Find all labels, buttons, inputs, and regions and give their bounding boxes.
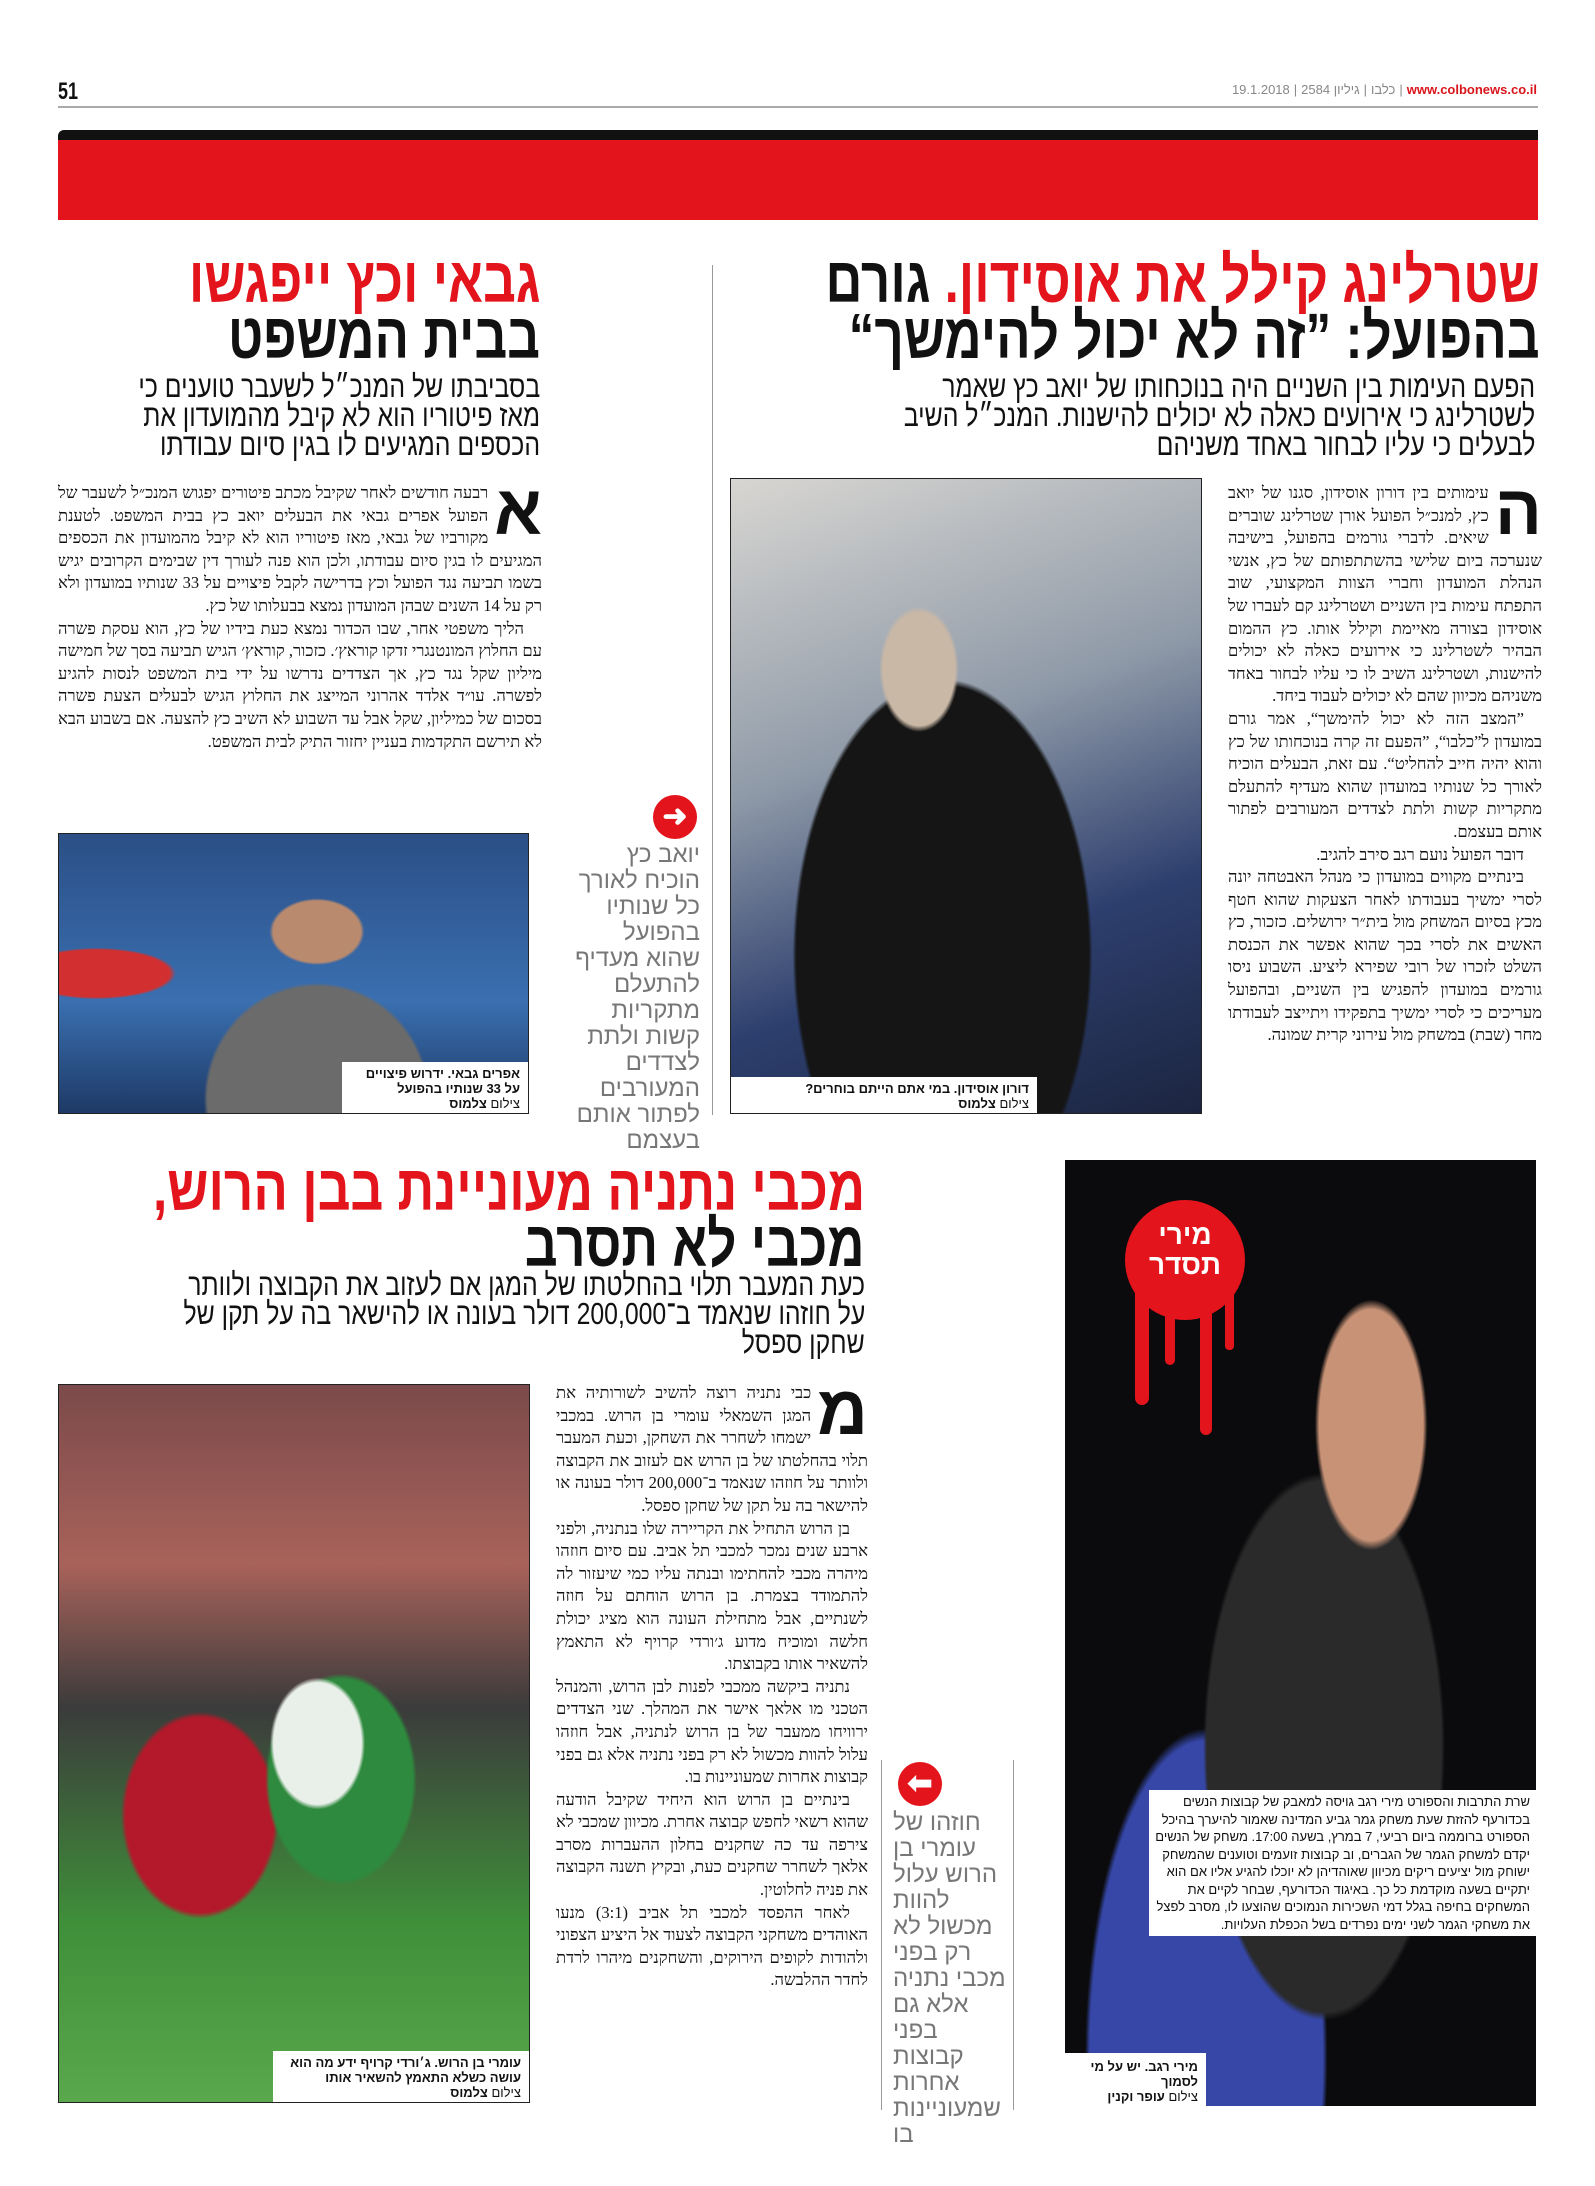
headline-red-part: שטרלינג קילל את אוסידון. — [944, 244, 1540, 316]
photo-caption — [1065, 2053, 1206, 2106]
pull-quote-top: יואב כץ הוכיח לאורך כל שנותיו בהפועל שהוא מעדיף להתעלם מתקריות קשות ולתת לצדדים המעורבים לפתור אותם בעצמם — [575, 841, 700, 1154]
caption-text: אפרים גבאי. ידרוש פיצויים על 33 שנותיו בהפועל — [365, 1066, 520, 1096]
subtitle-line: על חוזהו שנאמד ב־200,000 דולר בעונה או להישאר בה על תקן של — [183, 1296, 865, 1331]
subtitle-line: מאז פיטוריו הוא לא קיבל מהמועדון את — [143, 398, 540, 433]
article-sterling-body — [1228, 471, 1542, 1047]
article-benharush-headline — [45, 1152, 865, 1280]
publication-name: כלבו — [1371, 82, 1396, 97]
credit-name: עופר וקנין — [1107, 2089, 1165, 2104]
column-divider — [1013, 1760, 1014, 2110]
subtitle-line: בסביבתו של המנכ״ל לשעבר טוענים כי — [138, 369, 540, 404]
photo-caption — [342, 1062, 528, 1113]
article-sterling-subtitle — [715, 369, 1535, 462]
subtitle-line: לבעלים כי עליו לבחור באחד משניהם — [1156, 427, 1535, 462]
paragraph: הליך משפטי אחר, שבו הכדור נמצא כעת בידיו של כץ, הוא עסקת פשרה עם החלוץ המונטנגרי זדקו קוראץ׳. כזכור, קוראץ׳ הגיש תביעה בסך של חמישה מיליון שקל נגד כץ, אך הצדדים נדרשו על ידי בית המשפט לנסות להגיע לפשרה. עו״ד אלדד אהרוני המייצג את החלוץ הגיש לבעלים הצעת פשרה בסכום של כמיליון, שקל אבל עד השבוע לא השיב כץ להצעה. אם בשבוע הבא לא תירשם התקדמות בעניין יחזור התיק לבית המשפט. — [58, 618, 542, 751]
caption-text: דורון אוסידון. במי אתם הייתם בוחרים? — [805, 1081, 1029, 1096]
article-gabai-headline — [50, 244, 540, 372]
headline-red-line: מכבי נתניה מעוניינת בבן הרוש, — [152, 1152, 865, 1224]
article-gabai-body — [58, 471, 542, 753]
section-banner — [58, 140, 1538, 220]
subtitle-line: שחקן ספסל — [742, 1325, 865, 1360]
drop-cap: ה — [1494, 471, 1542, 549]
credit-name: צלמוס — [449, 1096, 487, 1111]
paragraph: בן הרוש התחיל את הקריירה שלו בנתניה, ולפני ארבע שנים נמכר למכבי תל אביב. עם סיום חוזהו מיהרה מכבי להחתימו ובנתה עליו כמי שיעזור לה להתמודד בצמרת. בן הרוש הוחתם על חוזה לשנתיים, אבל מתחילת העונה הוא מציג יכולת חלשה ומוכיח מדוע ג׳ורדי קרויף לא התאמץ להשאיר אותו בקבוצתו. — [556, 1518, 868, 1674]
paragraph: ”המצב הזה לא יכול להימשך“, אמר גורם במועדון ל”כלבו“, ”הפעם זה קרה בנוכחותו של כץ והוא יהיה חייב להחליט“. עם זאת, הבעלים הוכיח לאורך כל שנותיו במועדון שהוא מעדיף להתעלם מתקריות קשות ולתת לצדדים המעורבים לפתור אותם בעצמם. — [1228, 708, 1542, 841]
badge-line: מירי — [1158, 1219, 1212, 1250]
separator: | — [1363, 82, 1367, 97]
subtitle-line: הפעם העימות בין השניים היה בנוכחותו של יואב כץ שאמר — [942, 369, 1535, 404]
paragraph: לאחר ההפסד למכבי תל אביב (3:1) מנעו האוהדים משחקני הקבוצה לצעוד אל היציע הצפוני ולהודות לקופים הירוקים, והשחקנים מיהרו לרדת לחדר ההלבשה. — [556, 1902, 868, 1990]
pull-quote-bottom: חוזהו של עומרי בן הרוש עלול להוות מכשול לא רק בפני מכבי נתניה אלא גם בפני קבוצות אחרות שמעוניינות בו — [893, 1809, 1006, 2148]
caption-text: מירי רגב. יש על מי לסמוך — [1090, 2059, 1198, 2089]
headline-black-line: מכבי לא תסרב — [525, 1208, 865, 1280]
photo-caption — [273, 2051, 529, 2102]
article-benharush-body — [556, 1371, 868, 1992]
headline-red-line: גבאי וכץ ייפגשו — [188, 244, 540, 316]
sidebar-text: שרת התרבות והספורט מירי רגב גויסה למאבק של קבוצות הנשים בכדורעף להזזת שעת משחק גמר גביע המדינה שאמור להיערך בהיכל הספורט ברוממה ביום רביעי, 7 במרץ, בשעה 17:00. משחק של הנשים יקדם למשחק הגמר של הגברים, וב קבוצות זועמים וטוענים שהמשחק ישוחק מול יציעים ריקים מכיוון שאוהדיהן לא יוכלו להגיע אליו אם הוא יתקיים בשעה מוקדמת כל כך. באיגוד הכדורעף, שבחר לקיים את המשחקים בחיפה בגלל דמי השכירות הנמוכים שהוצעו לו, מסרב לפצל את משחקי הגמר לשני ימים נפרדים בשל הכפלת העלויות. — [1149, 1790, 1536, 1936]
subtitle-line: לשטרלינג כי אירועים כאלה לא יכולים להישנות. המנכ״ל השיב — [903, 398, 1535, 433]
caption-text: עומרי בן הרוש. ג׳ורדי קרויף ידע מה הוא עושה כשלא התאמץ להשאיר אותו — [290, 2055, 521, 2085]
credit-label: צילום — [1168, 2089, 1198, 2104]
paragraph: עימותים בין דורון אוסידון, סגנו של יואב כץ, למנכ״ל הפועל אורן שטרלינג שוברים שיאים. לדברי גורמים בהפועל, בישיבה שנערכה ביום שלישי בהשתתפותם של כץ, אנשי הנהלת המועדון וחברי הצוות המקצועי, שוב התפתח עימות בין השניים ושטרלינג קם לעברו של אוסידון בצורה מאיימת וקילל אותו. כץ ההמום הבהיר לשטרלינג כי אירועים כאלה לא יכולים להישנות, ושטרלינג השיב לו כי עליו לבחור באחד משניהם מכיוון שהם לא יכולים לעבוד ביחד. — [1228, 483, 1542, 706]
credit-label: צילום — [491, 2085, 521, 2100]
paragraph: בינתיים מקווים במועדון כי מנהל האבטחה יונה לסרי ימשיך בעבודתו לאחר הצעקות שהוא חטף מכץ בסיום המשחק מול בית״ר ירושלים. כזכור, כץ האשים את לסרי בכך שהוא אפשר את הכנסת השלט לזכרו של רובי שפירא ליציע. השבוע ניסו גורמים במועדון להפגיש בין השניים, ובהפועל מעריכים כי לסרי ימשיך בתפקידו ויתייצב לעבודתו מחר (שבת) במשחק מול עירוני קרית שמונה. — [1228, 867, 1542, 1045]
drop-cap: מ — [817, 1371, 868, 1449]
issue-date: 19.1.2018 — [1231, 82, 1290, 97]
subtitle-line: כעת המעבר תלוי בהחלטתו של המגן אם לעזוב את הקבוצה ולוותר — [188, 1267, 865, 1302]
masthead — [1232, 82, 1537, 97]
credit-label: צילום — [490, 1096, 520, 1111]
separator: | — [1293, 82, 1298, 97]
website-link[interactable]: www.colbonews.co.il — [1406, 82, 1537, 97]
photo-efraim-gabai — [58, 833, 529, 1114]
paragraph: רבעה חודשים לאחר שקיבל מכתב פיטורים יפגוש המנכ״ל לשעבר של הפועל אפרים גבאי את הבעלים יואב כץ בבית המשפט. לטענת מקורביו של גבאי, מאז פיטוריו הוא לא קיבל מהמועדון את הכספים המגיעים לו בגין סיום עבודתו, ולכן הוא פנה לעורך דין שבימים הקרובים יגיש בשמו תביעה נגד הפועל וכץ בדרישה לקבל פיצויים על 33 שנותיו במועדון ולא רק על 14 השנים שבהן המועדון נמצא בבעלותו של כץ. — [58, 483, 542, 615]
credit-label: צילום — [999, 1096, 1029, 1111]
separator: | — [1399, 82, 1403, 97]
paragraph: נתניה ביקשה ממכבי לפנות לבן הרוש, והמנהל הטכני מו אלאך אישר את המהלך. שני הצדדים ירוויחו ממעבר של בן הרוש לנתניה, אבל חוזהו עלול להוות מכשול לא רק בפני נתניה אלא גם בפני קבוצות אחרות שמעוניינות בו. — [556, 1676, 868, 1787]
paragraph: דובר הפועל נועם רגב סירב להגיב. — [1316, 844, 1524, 864]
badge-line: תסדר — [1148, 1249, 1222, 1280]
credit-name: צלמוס — [450, 2085, 488, 2100]
subtitle-line: הכספים המגיעים לו בגין סיום עבודתו — [159, 427, 540, 462]
headline-black-line: בבית המשפט — [227, 300, 540, 372]
headline-black-line: בהפועל: ”זה לא יכול להימשך“ — [849, 300, 1540, 372]
article-gabai-subtitle — [50, 369, 540, 462]
paragraph: בינתיים בן הרוש הוא היחיד שקיבל הודעה שהוא רשאי לחפש קבוצה אחרת. מכיוון שמכבי לא צירפה עד כה שחקנים בחלון ההעברות מסרב אלאך לשחרר שחקנים כעת, ובקיץ תשנה הקבוצה את פניה לחלוטין. — [556, 1789, 868, 1900]
issue-number: גיליון 2584 — [1301, 82, 1360, 97]
photo-miri-regev — [1065, 1160, 1536, 2106]
arrow-right-icon: ➜ — [653, 795, 697, 839]
credit-name: צלמוס — [958, 1096, 996, 1111]
photo-caption — [731, 1077, 1037, 1113]
drop-cap: א — [494, 471, 542, 549]
page-number: 51 — [58, 78, 79, 105]
badge-text — [1135, 1220, 1235, 1280]
column-divider — [712, 265, 713, 1115]
column-divider — [881, 1760, 882, 2110]
photo-doron-osidon — [730, 478, 1202, 1114]
photo-omri-ben-harush — [58, 1384, 530, 2103]
header-rule — [58, 106, 1538, 108]
headline-black-part: גורם — [825, 244, 945, 316]
article-sterling-headline — [710, 244, 1540, 372]
paragraph: כבי נתניה רוצה להשיב לשורותיה את המגן השמאלי עומרי בן הרוש. במכבי ישמחו לשחרר את השחקן, וכעת המעבר תלוי בהחלטתו של בן הרוש אם לעזוב את הקבוצה ולוותר על חוזהו שנאמד ב־200,000 דולר בעונה או להישאר בה על תקן של שחקן ספסל. — [556, 1383, 868, 1515]
arrow-left-icon: ⬅ — [898, 1762, 942, 1806]
article-benharush-subtitle — [45, 1267, 865, 1360]
